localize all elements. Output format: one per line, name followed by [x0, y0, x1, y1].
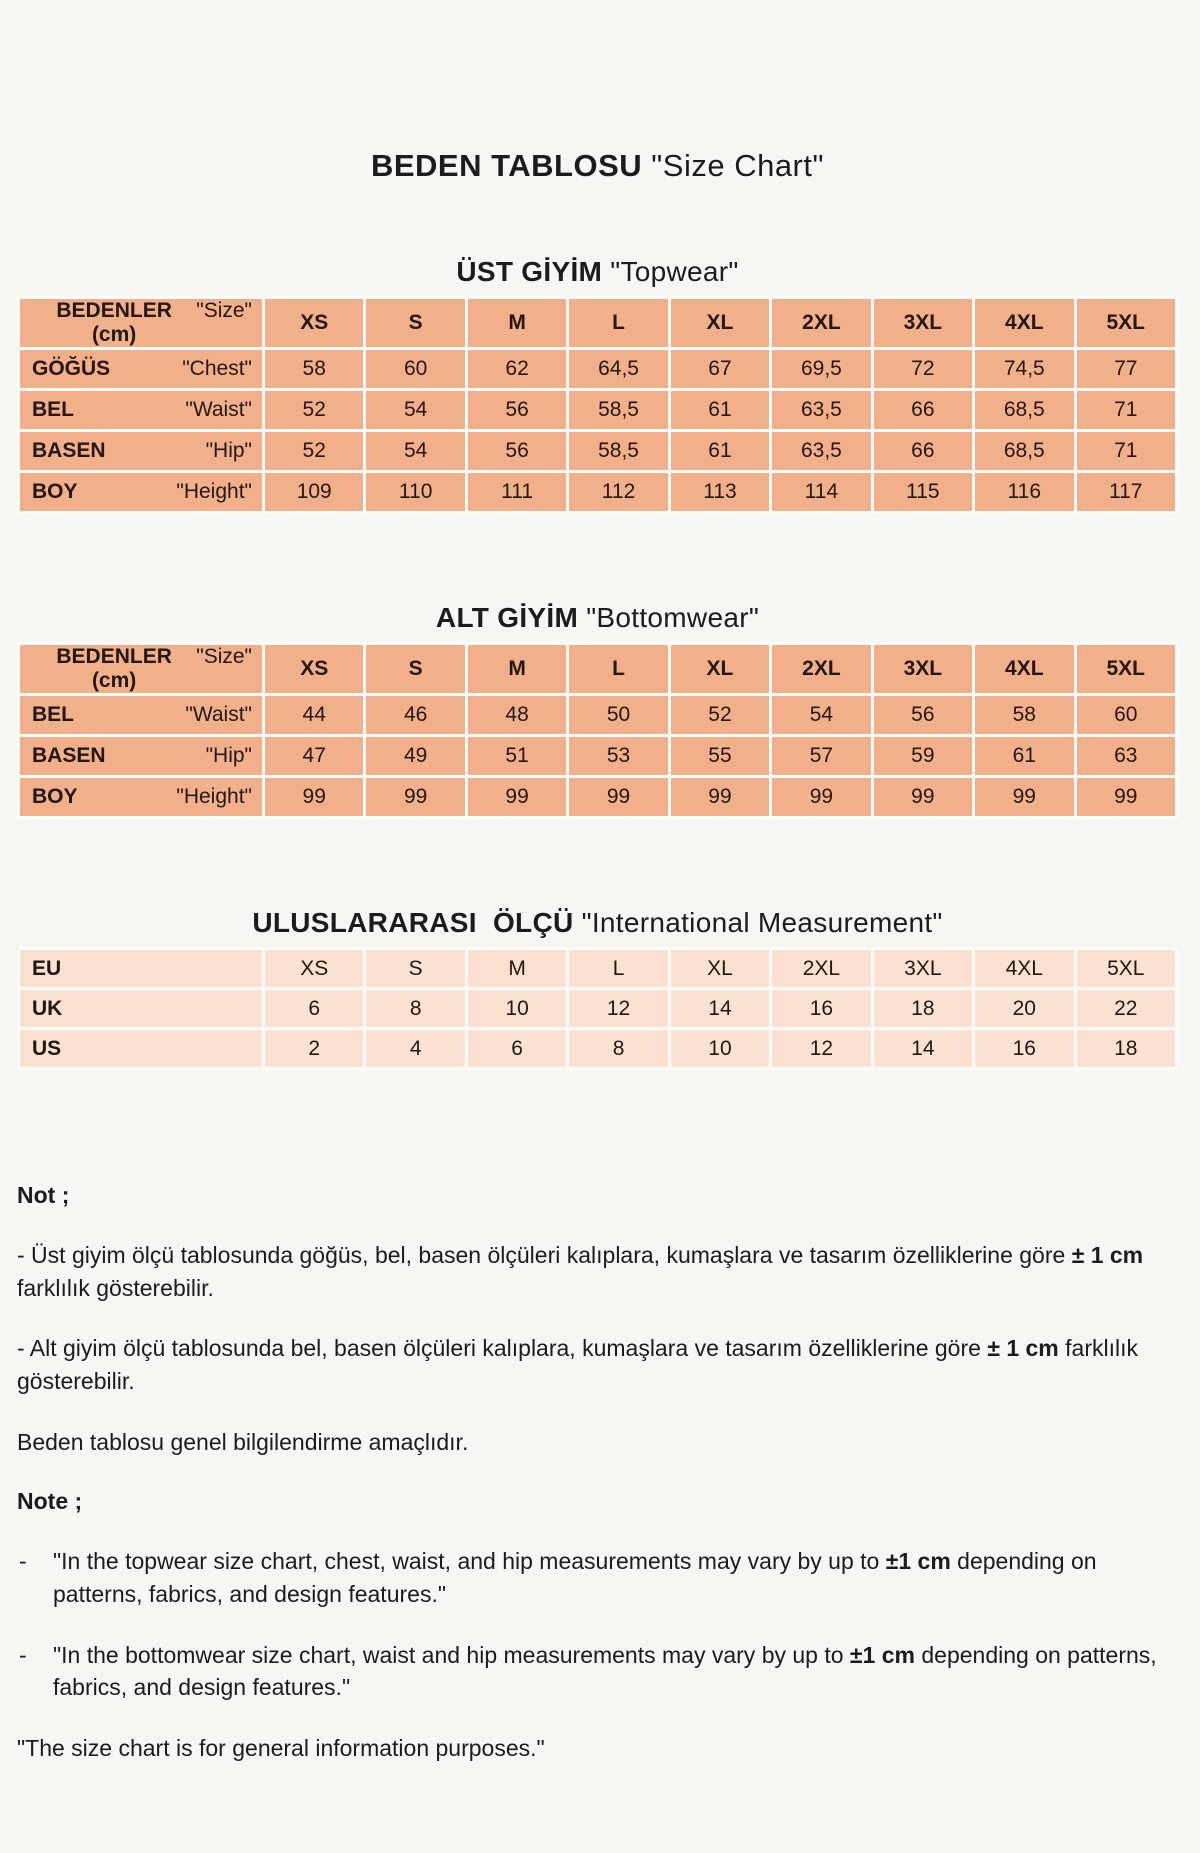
value-cell: 4XL [974, 949, 1075, 989]
value-cell: 66 [872, 431, 973, 472]
value-cell: 64,5 [568, 349, 669, 390]
bottomwear-heading-tr: ALT GİYİM [435, 602, 579, 633]
note-bold-text: ±1 cm [849, 1641, 915, 1668]
value-cell: 62 [466, 349, 567, 390]
row-label-tr: UK [32, 996, 63, 1020]
row-label-cell [19, 949, 264, 989]
row-label-tr: BEDENLER (cm) [56, 645, 172, 692]
section-bottomwear [17, 602, 1178, 819]
value-cell: 8 [365, 989, 466, 1029]
value-cell: 8 [568, 1029, 669, 1069]
value-cell: 5XL [1075, 949, 1177, 989]
note-text: "In the topwear size chart, chest, waist, and hip measurements may vary by up to [53, 1548, 886, 1575]
row-label [20, 1037, 262, 1061]
row-label [20, 398, 262, 422]
size-header-cell: M [466, 298, 567, 349]
table-row [19, 390, 1177, 431]
value-cell: 49 [365, 736, 466, 777]
bottomwear-heading [17, 602, 1178, 634]
value-cell: 63,5 [771, 390, 872, 431]
row-label-en: "Chest" [182, 357, 252, 380]
row-label-en: "Waist" [185, 703, 252, 726]
section-topwear [17, 256, 1178, 514]
notes-en-general: "The size chart is for general information purposes." [17, 1734, 545, 1761]
value-cell: 22 [1075, 989, 1177, 1029]
bottomwear-table [17, 642, 1178, 819]
size-header-cell: XL [669, 644, 770, 695]
value-cell: 113 [669, 472, 770, 513]
size-header-cell: 4XL [974, 644, 1075, 695]
row-label-cell [19, 989, 264, 1029]
note-text: - Üst giyim ölçü tablosunda göğüs, bel, basen ölçüleri kalıplara, kumaşlara ve tasarım özelliklerine göre [17, 1242, 1072, 1268]
value-cell: 55 [669, 736, 770, 777]
value-cell: 12 [568, 989, 669, 1029]
row-label-tr: US [32, 1036, 62, 1060]
value-cell: 52 [264, 390, 365, 431]
notes-tr-item-topwear [17, 1239, 1178, 1304]
value-cell: 99 [1075, 777, 1177, 818]
size-header-cell: 3XL [872, 298, 973, 349]
value-cell: 99 [771, 777, 872, 818]
value-cell: 58 [264, 349, 365, 390]
value-cell: 53 [568, 736, 669, 777]
notes-en-heading: Note ; [17, 1488, 83, 1515]
value-cell: 2 [264, 1029, 365, 1069]
value-cell: 111 [466, 472, 567, 513]
value-cell: 20 [974, 989, 1075, 1029]
size-header-cell: L [568, 644, 669, 695]
value-cell: 16 [974, 1029, 1075, 1069]
page-title [17, 148, 1178, 184]
value-cell: 99 [974, 777, 1075, 818]
size-header-cell: S [365, 644, 466, 695]
international-heading-en: "International Measurement" [581, 907, 943, 938]
topwear-heading-tr: ÜST GİYİM [456, 256, 603, 287]
international-table [17, 947, 1178, 1070]
row-label-cell [19, 298, 264, 349]
value-cell: S [365, 949, 466, 989]
value-cell: 72 [872, 349, 973, 390]
row-label-cell [19, 431, 264, 472]
value-cell: 67 [669, 349, 770, 390]
value-cell: 48 [466, 695, 567, 736]
value-cell: 68,5 [974, 431, 1075, 472]
value-cell: 14 [669, 989, 770, 1029]
note-paragraph [53, 1639, 1178, 1704]
value-cell: 71 [1075, 390, 1177, 431]
value-cell: 58,5 [568, 390, 669, 431]
table-row [19, 695, 1177, 736]
value-cell: 58,5 [568, 431, 669, 472]
value-cell: 54 [365, 431, 466, 472]
row-label-cell [19, 695, 264, 736]
value-cell: 52 [669, 695, 770, 736]
value-cell: 60 [365, 349, 466, 390]
row-label-en: "Height" [176, 480, 252, 503]
value-cell: 10 [466, 989, 567, 1029]
value-cell: 60 [1075, 695, 1177, 736]
value-cell: 117 [1075, 472, 1177, 513]
value-cell: XL [669, 949, 770, 989]
size-header-cell: 2XL [771, 644, 872, 695]
value-cell: 61 [669, 431, 770, 472]
row-label-en: "Size" [196, 645, 252, 668]
value-cell: 116 [974, 472, 1075, 513]
row-label-tr: BOY [32, 480, 78, 503]
value-cell: 54 [771, 695, 872, 736]
size-header-cell: 3XL [872, 644, 973, 695]
value-cell: 14 [872, 1029, 973, 1069]
note-text: - Alt giyim ölçü tablosunda bel, basen ölçüleri kalıplara, kumaşlara ve tasarım özelliklerine göre [17, 1335, 988, 1362]
topwear-table [17, 296, 1178, 514]
row-label-cell [19, 736, 264, 777]
size-header-cell: 5XL [1075, 298, 1177, 349]
list-dash-marker: - [19, 1641, 27, 1668]
section-international [17, 907, 1178, 1070]
value-cell: 51 [466, 736, 567, 777]
row-label [20, 957, 262, 981]
row-label [20, 785, 262, 809]
value-cell: 3XL [872, 949, 973, 989]
value-cell: 56 [466, 390, 567, 431]
value-cell: 63 [1075, 736, 1177, 777]
value-cell: 58 [974, 695, 1075, 736]
value-cell: 66 [872, 390, 973, 431]
value-cell: 99 [872, 777, 973, 818]
topwear-heading [17, 256, 1178, 288]
value-cell: 16 [771, 989, 872, 1029]
table-row [19, 472, 1177, 513]
list-dash-marker: - [19, 1548, 27, 1575]
value-cell: 56 [466, 431, 567, 472]
value-cell: 112 [568, 472, 669, 513]
value-cell: 114 [771, 472, 872, 513]
row-label [20, 357, 262, 381]
value-cell: 4 [365, 1029, 466, 1069]
note-paragraph [53, 1545, 1178, 1610]
page-title-sub: "Size Chart" [651, 148, 824, 183]
value-cell: 71 [1075, 431, 1177, 472]
row-label [20, 299, 262, 347]
page-title-main: BEDEN TABLOSU [370, 148, 643, 183]
bottomwear-heading-en: "Bottomwear" [586, 602, 760, 633]
notes-tr-heading: Not ; [17, 1182, 70, 1208]
value-cell: 69,5 [771, 349, 872, 390]
size-header-cell: L [568, 298, 669, 349]
size-header-cell: 5XL [1075, 644, 1177, 695]
row-label-cell [19, 1029, 264, 1069]
notes-section [17, 1182, 1178, 1765]
note-text: "In the bottomwear size chart, waist and hip measurements may vary by up to [53, 1641, 850, 1668]
size-header-cell: XL [669, 298, 770, 349]
row-label-tr: BEL [32, 703, 74, 726]
value-cell: 12 [771, 1029, 872, 1069]
value-cell: 110 [365, 472, 466, 513]
value-cell: 68,5 [974, 390, 1075, 431]
note-bold-text: ±1 cm [885, 1548, 951, 1575]
row-label-tr: BASEN [32, 744, 106, 767]
value-cell: 99 [466, 777, 567, 818]
size-header-cell: 4XL [974, 298, 1075, 349]
size-header-cell: XS [264, 644, 365, 695]
size-header-cell: 2XL [771, 298, 872, 349]
value-cell: 18 [872, 989, 973, 1029]
row-label-cell [19, 472, 264, 513]
value-cell: 63,5 [771, 431, 872, 472]
row-label-en: "Size" [196, 299, 252, 322]
row-label [20, 480, 262, 504]
note-bold-text: ± 1 cm [987, 1335, 1059, 1362]
row-label [20, 997, 262, 1021]
value-cell: 99 [365, 777, 466, 818]
value-cell: 56 [872, 695, 973, 736]
row-label-tr: BEL [32, 398, 74, 421]
value-cell: 57 [771, 736, 872, 777]
table-row [19, 949, 1177, 989]
note-text: depending on patterns, fabrics, and design features." [53, 1548, 1097, 1607]
value-cell: 2XL [771, 949, 872, 989]
row-label-tr: EU [32, 956, 62, 980]
value-cell: 6 [264, 989, 365, 1029]
value-cell: 54 [365, 390, 466, 431]
notes-tr-general: Beden tablosu genel bilgilendirme amaçlıdır. [17, 1428, 469, 1455]
note-text: farklılık gösterebilir. [17, 1335, 1138, 1394]
row-label [20, 645, 262, 693]
note-text: depending on patterns, fabrics, and design features." [53, 1641, 1157, 1701]
table-row [19, 736, 1177, 777]
row-label [20, 744, 262, 768]
row-label-cell [19, 777, 264, 818]
table-row [19, 349, 1177, 390]
row-label-cell [19, 349, 264, 390]
row-label-en: "Hip" [205, 439, 252, 462]
value-cell: 52 [264, 431, 365, 472]
value-cell: 74,5 [974, 349, 1075, 390]
table-row [19, 1029, 1177, 1069]
note-bold-text: ± 1 cm [1071, 1242, 1144, 1268]
value-cell: 109 [264, 472, 365, 513]
size-header-cell: M [466, 644, 567, 695]
value-cell: 18 [1075, 1029, 1177, 1069]
value-cell: 99 [568, 777, 669, 818]
international-heading-tr: ULUSLARARASI ÖLÇÜ [252, 907, 574, 938]
value-cell: 6 [466, 1029, 567, 1069]
value-cell: 44 [264, 695, 365, 736]
table-row [19, 989, 1177, 1029]
value-cell: 99 [669, 777, 770, 818]
value-cell: 59 [872, 736, 973, 777]
notes-en-item-topwear [17, 1545, 1178, 1610]
row-label-tr: BEDENLER (cm) [56, 299, 172, 346]
value-cell: 115 [872, 472, 973, 513]
row-label [20, 439, 262, 463]
notes-en-item-bottomwear [17, 1639, 1178, 1704]
notes-tr-item-bottomwear [17, 1332, 1178, 1397]
value-cell: 61 [669, 390, 770, 431]
value-cell: 77 [1075, 349, 1177, 390]
table-row [19, 298, 1177, 349]
size-header-cell: XS [264, 298, 365, 349]
row-label-en: "Hip" [205, 744, 252, 767]
row-label [20, 703, 262, 727]
row-label-tr: BASEN [32, 439, 106, 462]
row-label-en: "Height" [176, 785, 252, 808]
note-text: farklılık gösterebilir. [17, 1274, 214, 1301]
value-cell: M [466, 949, 567, 989]
row-label-cell [19, 644, 264, 695]
row-label-cell [19, 390, 264, 431]
size-header-cell: S [365, 298, 466, 349]
row-label-tr: GÖĞÜS [32, 357, 111, 380]
value-cell: 50 [568, 695, 669, 736]
table-row [19, 644, 1177, 695]
international-heading [17, 907, 1178, 939]
value-cell: 99 [264, 777, 365, 818]
row-label-en: "Waist" [185, 398, 252, 421]
row-label-tr: BOY [32, 785, 78, 808]
table-row [19, 777, 1177, 818]
value-cell: L [568, 949, 669, 989]
value-cell: 47 [264, 736, 365, 777]
value-cell: 46 [365, 695, 466, 736]
value-cell: 61 [974, 736, 1075, 777]
value-cell: 10 [669, 1029, 770, 1069]
table-row [19, 431, 1177, 472]
topwear-heading-en: "Topwear" [610, 256, 739, 287]
value-cell: XS [264, 949, 365, 989]
